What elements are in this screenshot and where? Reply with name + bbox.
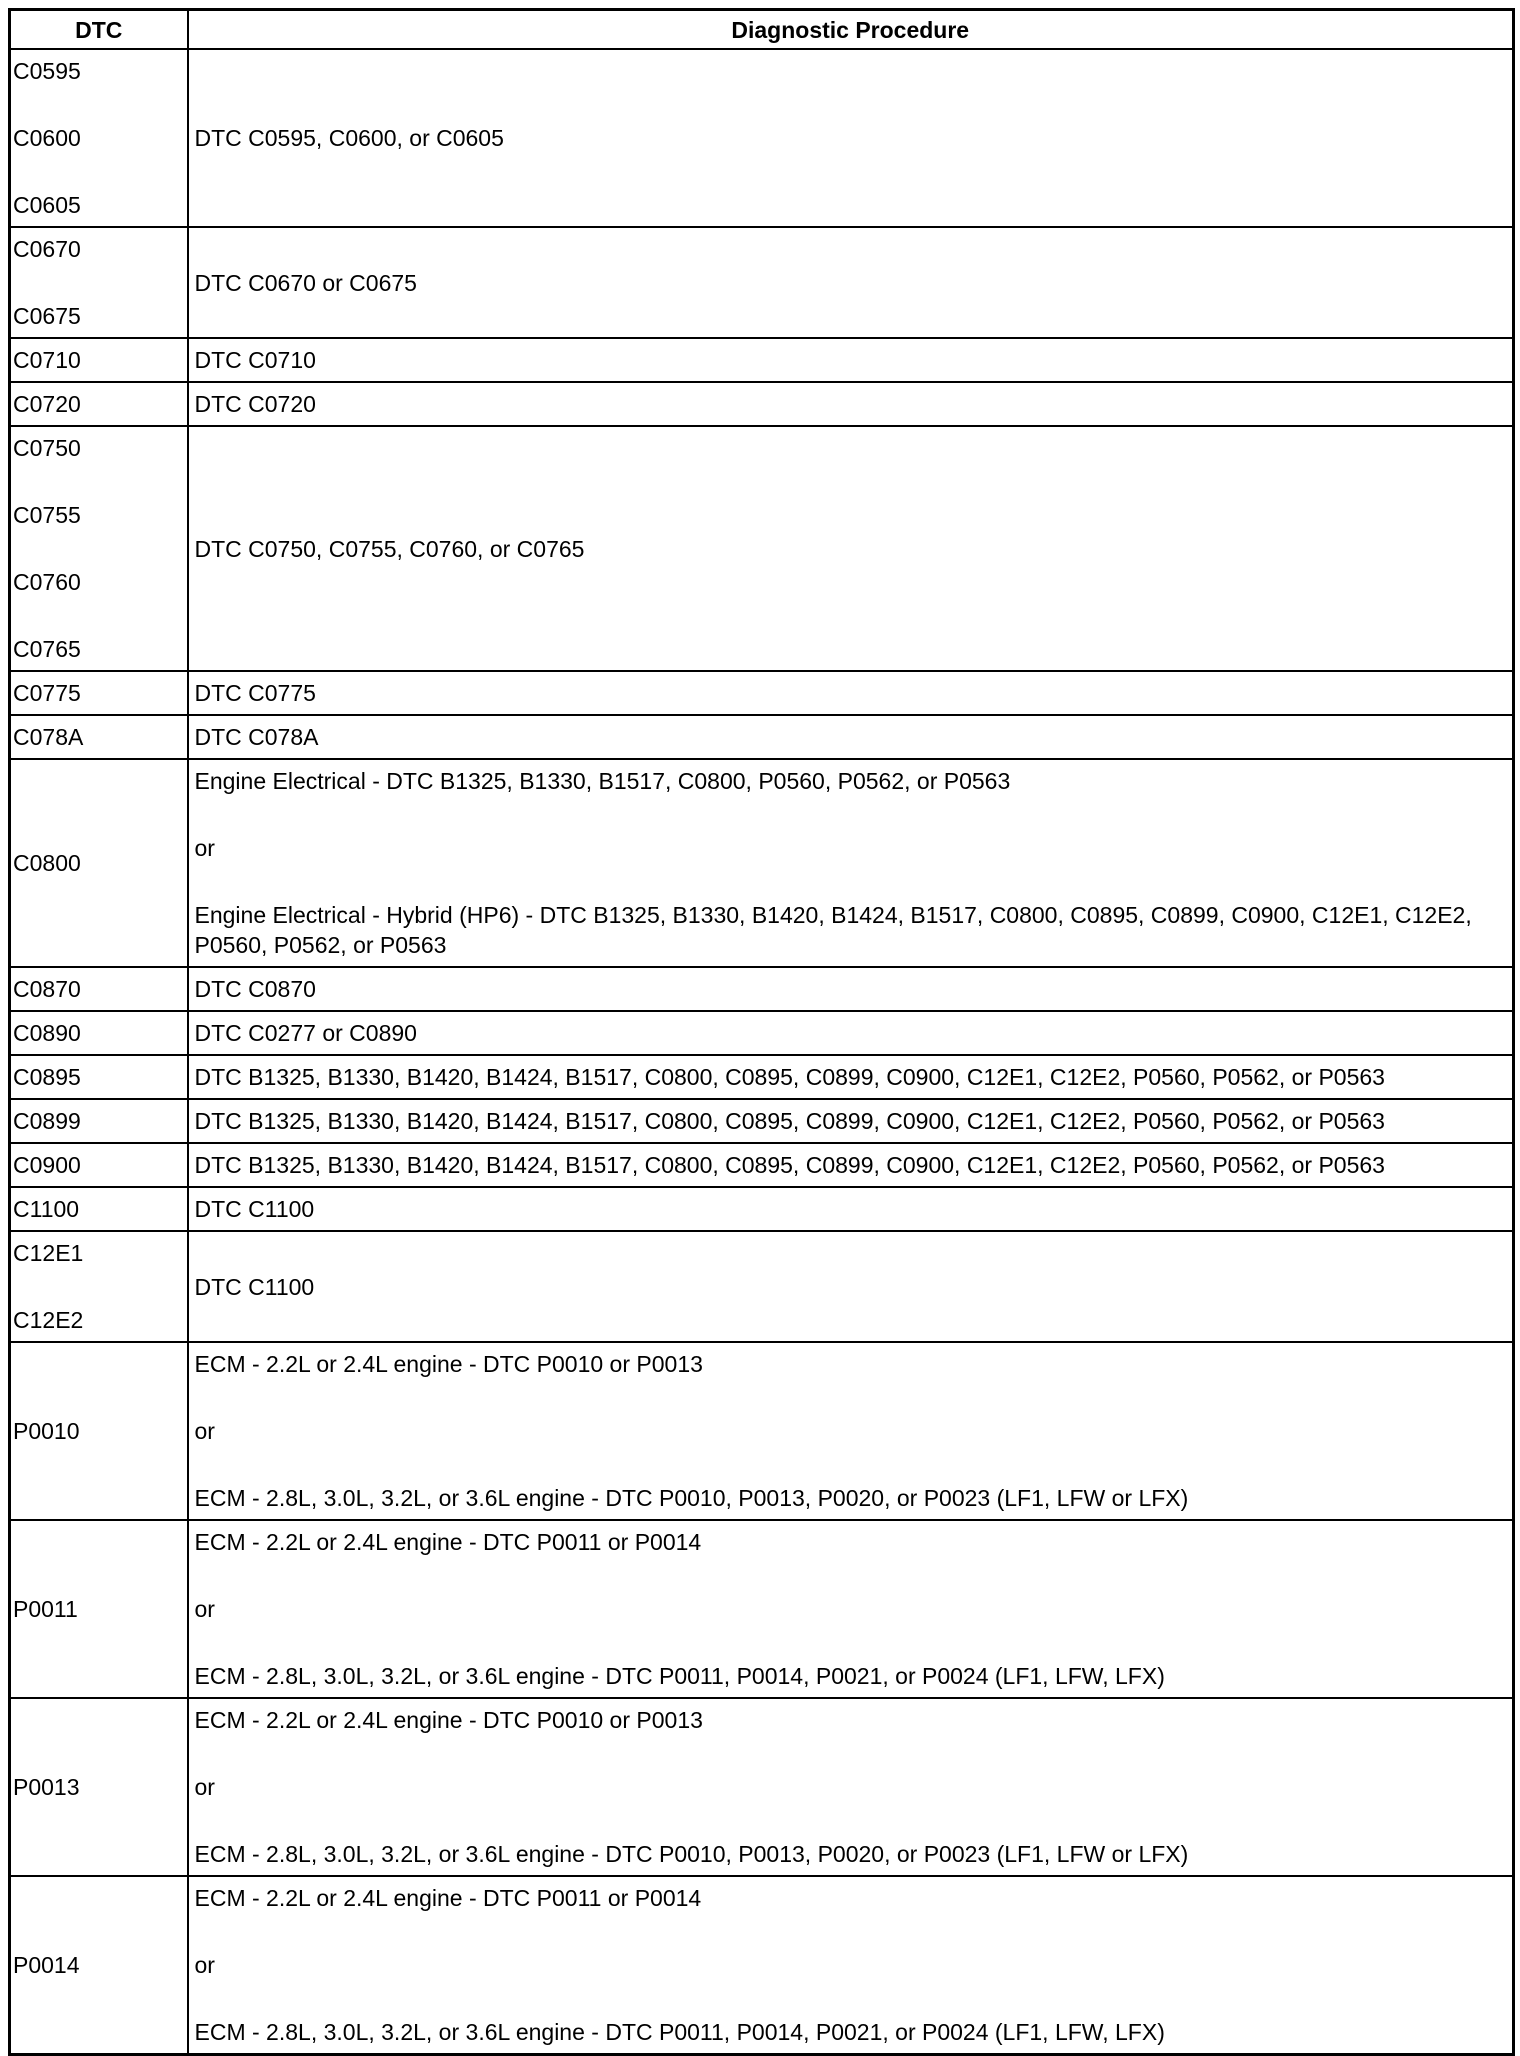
- header-diagnostic-procedure: Diagnostic Procedure: [188, 10, 1514, 50]
- table-row: [10, 1342, 1514, 1520]
- dtc-code: C0750: [13, 435, 81, 461]
- procedure-line: DTC C078A: [194, 724, 319, 750]
- table-row: [10, 49, 1514, 227]
- dtc-code-cell: [10, 1342, 188, 1520]
- procedure-line: DTC B1325, B1330, B1420, B1424, B1517, C0800, C0895, C0899, C0900, C12E1, C12E2, P0560, P0562, or P0563: [194, 1064, 1385, 1090]
- procedure-line: or: [194, 1774, 215, 1800]
- dtc-code: C0895: [13, 1064, 81, 1090]
- procedure-line: DTC C0710: [194, 347, 316, 373]
- procedure-line: ECM - 2.2L or 2.4L engine - DTC P0010 or P0013: [194, 1707, 703, 1733]
- table-body: [10, 49, 1514, 2055]
- dtc-code: C0675: [13, 303, 81, 329]
- table-row: [10, 227, 1514, 338]
- table-row: [10, 715, 1514, 759]
- procedure-line: DTC C0720: [194, 391, 316, 417]
- dtc-code: C0605: [13, 192, 81, 218]
- dtc-code-cell: [10, 382, 188, 426]
- dtc-code: C0755: [13, 502, 81, 528]
- procedure-line: ECM - 2.2L or 2.4L engine - DTC P0011 or P0014: [194, 1529, 702, 1555]
- table-row: [10, 671, 1514, 715]
- diagnostic-procedure-cell: [188, 49, 1514, 227]
- procedure-line: or: [194, 1952, 215, 1978]
- table-row: [10, 1187, 1514, 1231]
- diagnostic-procedure-cell: [188, 759, 1514, 967]
- procedure-line: DTC C0595, C0600, or C0605: [194, 125, 504, 151]
- dtc-code: C0765: [13, 636, 81, 662]
- dtc-code-cell: [10, 426, 188, 671]
- procedure-line: ECM - 2.2L or 2.4L engine - DTC P0010 or P0013: [194, 1351, 703, 1377]
- diagnostic-procedure-cell: [188, 715, 1514, 759]
- document-page: [8, 8, 1512, 2056]
- dtc-code-cell: [10, 1698, 188, 1876]
- diagnostic-procedure-cell: [188, 1231, 1514, 1342]
- diagnostic-procedure-cell: [188, 338, 1514, 382]
- dtc-code-cell: [10, 715, 188, 759]
- procedure-line: DTC C0750, C0755, C0760, or C0765: [194, 535, 585, 562]
- dtc-code-cell: [10, 967, 188, 1011]
- dtc-code-cell: [10, 759, 188, 967]
- dtc-code-cell: [10, 1011, 188, 1055]
- diagnostic-procedure-cell: [188, 1520, 1514, 1698]
- diagnostic-procedure-cell: [188, 227, 1514, 338]
- dtc-code: C0900: [13, 1152, 81, 1178]
- dtc-code-cell: [10, 1143, 188, 1187]
- dtc-code-cell: [10, 1055, 188, 1099]
- procedure-line: ECM - 2.2L or 2.4L engine - DTC P0011 or P0014: [194, 1885, 702, 1911]
- dtc-code: C12E1: [13, 1240, 84, 1266]
- dtc-code: C0775: [13, 680, 81, 706]
- dtc-code-cell: [10, 338, 188, 382]
- table-row: [10, 382, 1514, 426]
- procedure-line: DTC C0670 or C0675: [194, 269, 417, 296]
- dtc-code: C0899: [13, 1108, 81, 1134]
- table-row: [10, 759, 1514, 967]
- dtc-code: C0870: [13, 976, 81, 1002]
- dtc-code: C12E2: [13, 1307, 84, 1333]
- procedure-line: or: [194, 1418, 215, 1444]
- table-row: [10, 1231, 1514, 1342]
- diagnostic-procedure-cell: [188, 1011, 1514, 1055]
- header-row: [10, 10, 1514, 50]
- procedure-line: DTC B1325, B1330, B1420, B1424, B1517, C0800, C0895, C0899, C0900, C12E1, C12E2, P0560, P0562, or P0563: [194, 1108, 1385, 1134]
- dtc-code: C0670: [13, 236, 81, 262]
- diagnostic-procedure-cell: [188, 1143, 1514, 1187]
- table-row: [10, 1876, 1514, 2055]
- dtc-code: C0710: [13, 347, 81, 373]
- procedure-line: DTC C0870: [194, 976, 316, 1002]
- diagnostic-procedure-cell: [188, 382, 1514, 426]
- dtc-code: P0014: [13, 1952, 80, 1978]
- dtc-code: P0013: [13, 1774, 80, 1800]
- dtc-code: C078A: [13, 724, 84, 750]
- table-row: [10, 1698, 1514, 1876]
- header-dtc: DTC: [10, 10, 188, 50]
- dtc-code-cell: [10, 1231, 188, 1342]
- dtc-code: C0600: [13, 125, 81, 151]
- dtc-code-cell: [10, 1099, 188, 1143]
- table-row: [10, 1011, 1514, 1055]
- procedure-line: DTC C0277 or C0890: [194, 1020, 417, 1046]
- procedure-line: DTC C0775: [194, 680, 316, 706]
- dtc-code-cell: [10, 1187, 188, 1231]
- procedure-line: ECM - 2.8L, 3.0L, 3.2L, or 3.6L engine - DTC P0010, P0013, P0020, or P0023 (LF1, LFW or LFX): [194, 1841, 1189, 1867]
- table-row: [10, 426, 1514, 671]
- table-row: [10, 1055, 1514, 1099]
- diagnostic-procedure-cell: [188, 1342, 1514, 1520]
- diagnostic-procedure-cell: [188, 967, 1514, 1011]
- diagnostic-procedure-cell: [188, 1698, 1514, 1876]
- diagnostic-procedure-cell: [188, 1876, 1514, 2055]
- procedure-line: DTC C1100: [194, 1273, 315, 1300]
- dtc-code: P0011: [13, 1596, 78, 1622]
- dtc-code: C0720: [13, 391, 81, 417]
- table-row: [10, 1143, 1514, 1187]
- dtc-code-cell: [10, 671, 188, 715]
- table-row: [10, 1520, 1514, 1698]
- procedure-line: Engine Electrical - Hybrid (HP6) - DTC B1325, B1330, B1420, B1424, B1517, C0800, C0895, C0899, C0900, C12E1, C12E2, P0560, P0562, or P0563: [194, 902, 1472, 958]
- dtc-code: C0595: [13, 58, 81, 84]
- procedure-line: ECM - 2.8L, 3.0L, 3.2L, or 3.6L engine - DTC P0011, P0014, P0021, or P0024 (LF1, LFW, LFX): [194, 2019, 1165, 2045]
- procedure-line: DTC C1100: [194, 1196, 315, 1222]
- dtc-code: C0760: [13, 569, 81, 595]
- diagnostic-procedure-cell: [188, 1055, 1514, 1099]
- dtc-code-cell: [10, 227, 188, 338]
- table-row: [10, 338, 1514, 382]
- diagnostic-procedure-cell: [188, 426, 1514, 671]
- dtc-code-cell: [10, 1876, 188, 2055]
- table-header: [10, 10, 1514, 50]
- dtc-code: P0010: [13, 1418, 80, 1444]
- dtc-code-cell: [10, 49, 188, 227]
- procedure-line: or: [194, 1596, 215, 1622]
- procedure-line: ECM - 2.8L, 3.0L, 3.2L, or 3.6L engine - DTC P0011, P0014, P0021, or P0024 (LF1, LFW, LFX): [194, 1663, 1165, 1689]
- diagnostic-procedure-cell: [188, 671, 1514, 715]
- table-row: [10, 1099, 1514, 1143]
- dtc-code: C0890: [13, 1020, 81, 1046]
- table-row: [10, 967, 1514, 1011]
- diagnostic-procedure-cell: [188, 1187, 1514, 1231]
- procedure-line: Engine Electrical - DTC B1325, B1330, B1517, C0800, P0560, P0562, or P0563: [194, 768, 1011, 794]
- procedure-line: or: [194, 835, 215, 861]
- dtc-code: C0800: [13, 850, 81, 876]
- procedure-line: DTC B1325, B1330, B1420, B1424, B1517, C0800, C0895, C0899, C0900, C12E1, C12E2, P0560, P0562, or P0563: [194, 1152, 1385, 1178]
- dtc-code: C1100: [13, 1196, 80, 1222]
- dtc-code-cell: [10, 1520, 188, 1698]
- diagnostic-procedure-cell: [188, 1099, 1514, 1143]
- procedure-line: ECM - 2.8L, 3.0L, 3.2L, or 3.6L engine - DTC P0010, P0013, P0020, or P0023 (LF1, LFW or LFX): [194, 1485, 1189, 1511]
- dtc-table: [8, 8, 1515, 2056]
